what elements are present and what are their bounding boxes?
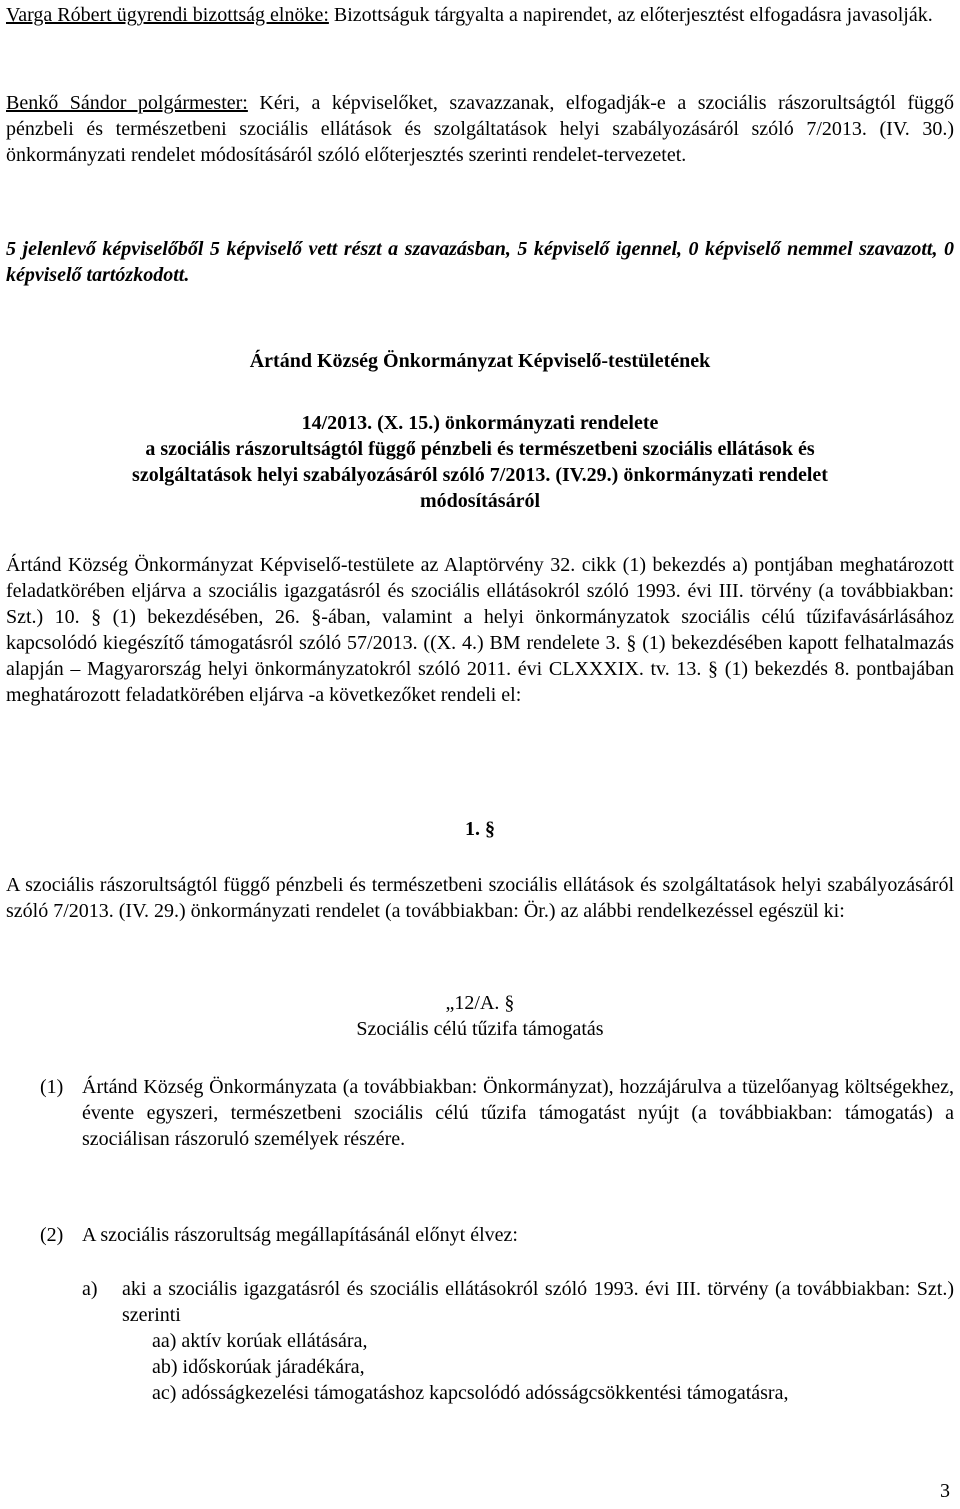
page-number: 3 — [940, 1480, 950, 1502]
decree-title-line2: a szociális rászorultságtól függő pénzbeli és természetbeni szociális ellátások és — [145, 438, 815, 460]
paragraph-2-text: A szociális rászorultság megállapításánál előnyt élvez: — [82, 1224, 518, 1246]
subitem-aa: aa) aktív korúak ellátására, — [152, 1330, 368, 1352]
subitem-ac: ac) adósságkezelési támogatáshoz kapcsolódó adósságcsökkentési támogatásra, — [152, 1382, 789, 1404]
paragraph-1-text: Ártánd Község Önkormányzata (a továbbiakban: Önkormányzat), hozzájárulva a tüzelőanyag költségekhez, évente egyszeri, természetbeni szociális célú tűzifa támogatást nyújt (a továbbiakban: támogatás) a szociálisan rászoruló személyek részére. — [82, 1076, 954, 1150]
subitem-list — [152, 1328, 952, 1406]
paragraph-2 — [0, 1222, 960, 1252]
preamble: Ártánd Község Önkormányzat Képviselő-testülete az Alaptörvény 32. cikk (1) bekezdés a) pontjában meghatározott feladatkörében eljárva a szociális igazgatásról és szociális ellátásokról szóló 1993. évi III. törvény (a továbbiakban: Szt.) 10. § (1) bekezdésében, 26. §-ában, valamint a helyi önkormányzatok szociális célú tűzifavásárlásához kapcsolódó kiegészítő támogatásról szóló 57/2013. ((X. 4.) BM rendelete 3. § (1) bekezdésében kapott felhatalmazás alapján – Magyarország helyi önkormányzatokról szóló 2011. évi CLXXXIX. tv. 13. § (1) bekezdés 8. pontbajában meghatározott feladatkörében eljárva -a következőket rendeli el: — [6, 554, 954, 706]
mayor-speaker: Benkő Sándor polgármester: — [6, 92, 248, 114]
decree-title-line1: 14/2013. (X. 15.) önkormányzati rendelete — [301, 412, 659, 434]
item-a — [0, 1276, 960, 1332]
section-1-text: A szociális rászorultságtól függő pénzbeli és természetbeni szociális ellátások és szolgáltatások helyi szabályozásáról szóló 7/2013. (IV. 29.) önkormányzati rendelet (a továbbiakban: Ör.) az alábbi rendelkezéssel egészül ki: — [6, 874, 954, 922]
mayor-statement — [6, 90, 954, 168]
section-1-title: 1. § — [465, 818, 495, 840]
decree-title-line3: szolgáltatások helyi szabályozásáról szóló 7/2013. (IV.29.) önkormányzati rendelet — [132, 464, 828, 486]
paragraph-1 — [0, 1074, 960, 1184]
item-a-label: a) — [82, 1278, 98, 1300]
new-section-subtitle: Szociális célú tűzifa támogatás — [356, 1018, 604, 1040]
paragraph-1-number: (1) — [40, 1076, 64, 1098]
paragraph-2-number: (2) — [40, 1224, 64, 1246]
committee-statement — [6, 2, 954, 28]
mayor-text: Kéri, a képviselőket, szavazzanak, elfogadják-e a szociális rászorultságtól függő pénzbeli és természetbeni szociális ellátások és szolgáltatások helyi szabályozásáról szóló 7/2013. (IV. 30.) önkormányzati rendelet módosításáról szóló előterjesztés szerinti rendelet-tervezetet. — [6, 92, 954, 166]
decree-title — [6, 410, 954, 514]
item-a-text: aki a szociális igazgatásról és szociális ellátásokról szóló 1993. évi III. törvény (a továbbiakban: Szt.) szerinti — [122, 1278, 954, 1326]
decree-title-line4: módosításáról — [420, 490, 540, 512]
council-name: Ártánd Község Önkormányzat Képviselő-testületének — [249, 350, 711, 372]
new-section-title: „12/A. § — [445, 992, 515, 1014]
vote-result: 5 jelenlevő képviselőből 5 képviselő vett részt a szavazásban, 5 képviselő igennel, 0 képviselő nemmel szavazott, 0 képviselő tartózkodott. — [6, 238, 954, 286]
subitem-ab: ab) időskorúak járadékára, — [152, 1356, 365, 1378]
committee-speaker: Varga Róbert ügyrendi bizottság elnöke: — [6, 4, 329, 26]
committee-text: Bizottságuk tárgyalta a napirendet, az előterjesztést elfogadásra javasolják. — [328, 4, 933, 26]
